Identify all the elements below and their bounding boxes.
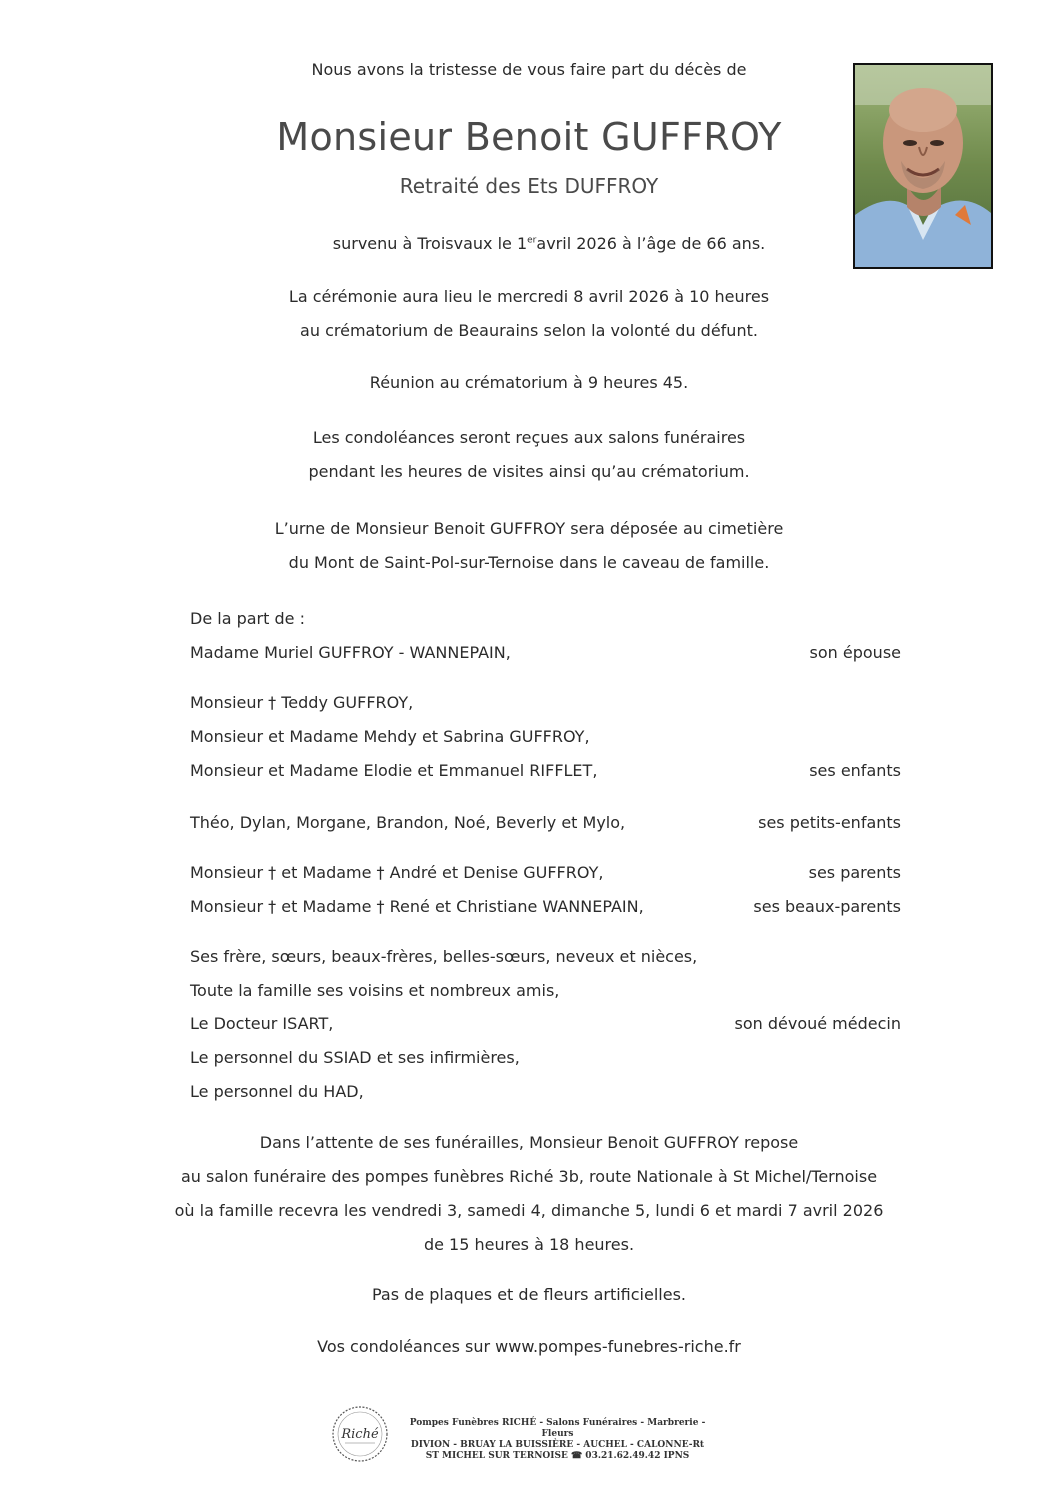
family-row-names: Toute la famille ses voisins et nombreux amis, [190,981,560,1000]
family-row-relation: son dévoué médecin [734,1014,901,1033]
portrait-image [855,65,991,267]
family-row-relation: ses beaux-parents [753,897,901,916]
family-row-names: Monsieur et Madame Elodie et Emmanuel RIFFLET, [190,761,598,780]
online-condolences: Vos condoléances sur www.pompes-funebres-riche.fr [317,1337,741,1356]
family-intro [190,602,901,636]
condolences-line-2: pendant les heures de visites ainsi qu’au crématorium. [308,462,750,481]
urn-line-2: du Mont de Saint-Pol-sur-Ternoise dans le caveau de famille. [288,553,770,572]
death-notice-sup: er [527,235,537,246]
family-row-names: Le Docteur ISART, [190,1014,334,1033]
company-logo [331,1405,389,1463]
family-row [190,856,901,890]
family-row-names: Monsieur † Teddy GUFFROY, [190,693,414,712]
repose-line-1: Dans l’attente de ses funérailles, Monsieur Benoit GUFFROY repose [259,1133,799,1152]
death-notice-before: survenu à Troisvaux le 1 [332,234,528,253]
reunion-line: Réunion au crématorium à 9 heures 45. [369,373,689,392]
deceased-occupation: Retraité des Ets DUFFROY [399,174,659,198]
company-info-line-1: Pompes Funèbres RICHÉ - Salons Funéraires - Marbrerie - Fleurs [409,1418,706,1439]
deceased-name: Monsieur Benoit GUFFROY [276,115,782,159]
intro-text: Nous avons la tristesse de vous faire part du décès de [311,60,747,79]
family-row-names: Monsieur † et Madame † André et Denise GUFFROY, [190,863,604,882]
family-row [190,1075,901,1109]
family-row [190,1007,901,1041]
family-row-names: Monsieur et Madame Mehdy et Sabrina GUFFROY, [190,727,590,746]
family-row [190,890,901,924]
condolences-line-1: Les condoléances seront reçues aux salons funéraires [312,428,746,447]
family-row-names: Théo, Dylan, Morgane, Brandon, Noé, Beverly et Mylo, [190,813,626,832]
family-row [190,1041,901,1075]
ceremony-line-2: au crématorium de Beaurains selon la volonté du défunt. [300,321,758,340]
portrait-photo [853,63,993,269]
family-row [190,720,901,754]
logo-wordmark: Riché [341,1427,379,1442]
family-row-names: Le personnel du SSIAD et ses infirmières, [190,1048,520,1067]
company-info-line-3: ST MICHEL SUR TERNOISE ☎ 03.21.62.49.42 IPNS [425,1451,690,1461]
family-row-names: Monsieur † et Madame † René et Christiane WANNEPAIN, [190,897,644,916]
family-row-names: Ses frère, sœurs, beaux-frères, belles-sœurs, neveux et nièces, [190,947,698,966]
family-row [190,940,901,974]
family-row-relation: ses petits-enfants [758,813,901,832]
company-info-line-2: DIVION - BRUAY LA BUISSIÈRE - AUCHEL - CALONNE-Rt [410,1440,705,1450]
family-row [190,754,901,788]
flowers-notice: Pas de plaques et de fleurs artificielles. [372,1285,686,1304]
company-info [395,1418,720,1462]
repose-line-3: où la famille recevra les vendredi 3, samedi 4, dimanche 5, lundi 6 et mardi 7 avril 2026 [174,1201,884,1220]
repose-line-2: au salon funéraire des pompes funèbres Riché 3b, route Nationale à St Michel/Ternoise [180,1167,878,1186]
family-row-names: Le personnel du HAD, [190,1082,364,1101]
family-row [190,974,901,1008]
family-row-names: Madame Muriel GUFFROY - WANNEPAIN, [190,643,511,662]
family-row-relation: son épouse [809,643,901,662]
repose-line-4: de 15 heures à 18 heures. [423,1235,635,1254]
urn-line-1: L’urne de Monsieur Benoit GUFFROY sera déposée au cimetière [274,519,784,538]
death-notice-after: avril 2026 à l’âge de 66 ans. [536,234,766,253]
family-row-relation: ses enfants [809,761,901,780]
family-row [190,806,901,840]
family-row [190,636,901,670]
family-row [190,686,901,720]
family-row-relation: ses parents [808,863,901,882]
ceremony-line-1: La cérémonie aura lieu le mercredi 8 avril 2026 à 10 heures [288,287,770,306]
family-intro-text: De la part de : [190,609,305,628]
